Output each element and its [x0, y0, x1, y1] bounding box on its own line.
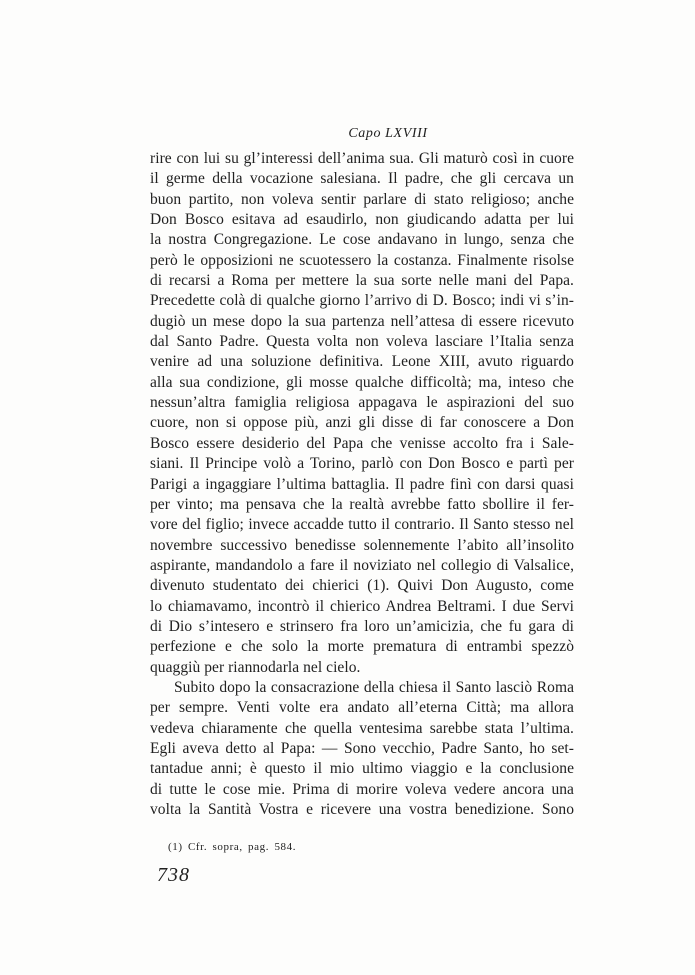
- body-line: perfezione e che solo la morte prematura di entrambi spezzò: [150, 638, 574, 656]
- body-line: vedeva chiaramente che quella ventesima sarebbe stata l’ultima.: [150, 719, 574, 737]
- body-line: però le opposizioni ne scuotessero la costanza. Finalmente risolse: [150, 251, 574, 269]
- body-line: di tutte le cose mie. Prima di morire voleva vedere ancora una: [150, 780, 574, 798]
- body-line: vore del figlio; invece accadde tutto il contrario. Il Santo stesso nel: [150, 516, 574, 534]
- body-line: venire ad una soluzione definitiva. Leone XIII, avuto riguardo: [150, 353, 574, 371]
- body-line: Subito dopo la consacrazione della chiesa il Santo lasciò Roma: [174, 678, 574, 696]
- page-body: [150, 149, 574, 820]
- footnote: (1) Cfr. sopra, pag. 584.: [168, 841, 297, 853]
- page-number: 738: [157, 864, 190, 886]
- body-line: divenuto studentato dei chierici (1). Quivi Don Augusto, come: [150, 577, 574, 595]
- body-line: Parigi a ingaggiare l’ultima battaglia. Il padre finì con darsi quasi: [150, 475, 574, 493]
- body-line: aspirante, mandandolo a fare il noviziato nel collegio di Valsalice,: [150, 556, 574, 574]
- body-line: il germe della vocazione salesiana. Il padre, che gli cercava un: [150, 170, 574, 188]
- running-header: Capo LXVIII: [348, 126, 428, 141]
- body-line: siani. Il Principe volò a Torino, parlò con Don Bosco e partì per: [150, 455, 574, 473]
- body-line: nessun’altra famiglia religiosa appagava le aspirazioni del suo: [150, 394, 574, 412]
- body-line: dugiò un mese dopo la sua partenza nell’attesa di essere ricevuto: [150, 312, 574, 330]
- body-line: lo chiamavamo, incontrò il chierico Andrea Beltrami. I due Servi: [150, 597, 574, 615]
- body-line: alla sua condizione, gli mosse qualche difficoltà; ma, inteso che: [150, 373, 574, 391]
- body-line: rire con lui su gl’interessi dell’anima sua. Gli maturò così in cuore: [150, 150, 574, 167]
- body-line: di recarsi a Roma per mettere la sua sorte nelle mani del Papa.: [150, 272, 574, 290]
- body-line: di Dio s’intesero e strinsero fra loro un’amicizia, che fu gara di: [150, 617, 574, 635]
- body-line: dal Santo Padre. Questa volta non voleva lasciare l’Italia senza: [150, 333, 574, 351]
- body-line: Don Bosco esitava ad esaudirlo, non giudicando adatta per lui: [150, 211, 574, 229]
- body-line: Precedette colà di qualche giorno l’arrivo di D. Bosco; indi vi s’in-: [150, 292, 574, 310]
- body-line: la nostra Congregazione. Le cose andavano in lungo, senza che: [150, 231, 574, 249]
- body-line: tantadue anni; è questo il mio ultimo viaggio e la conclusione: [150, 760, 574, 778]
- body-line: per vinto; ma pensava che la realtà avrebbe fatto sbollire il fer-: [150, 495, 574, 513]
- body-line: per sempre. Venti volte era andato all’eterna Città; ma allora: [150, 699, 574, 717]
- body-line: quaggiù per riannodarla nel cielo.: [150, 658, 361, 676]
- body-line: novembre successivo benedisse solennemente l’abito all’insolito: [150, 536, 574, 554]
- body-line: volta la Santità Vostra e ricevere una vostra benedizione. Sono: [150, 801, 574, 818]
- body-line: Egli aveva detto al Papa: — Sono vecchio, Padre Santo, ho set-: [150, 739, 574, 757]
- body-line: cuore, non si oppose più, anzi gli disse di far conoscere a Don: [150, 414, 574, 432]
- body-line: Bosco essere desiderio del Papa che venisse accolto fra i Sale-: [150, 434, 574, 452]
- body-line: buon partito, non voleva sentir parlare di stato religioso; anche: [150, 190, 574, 208]
